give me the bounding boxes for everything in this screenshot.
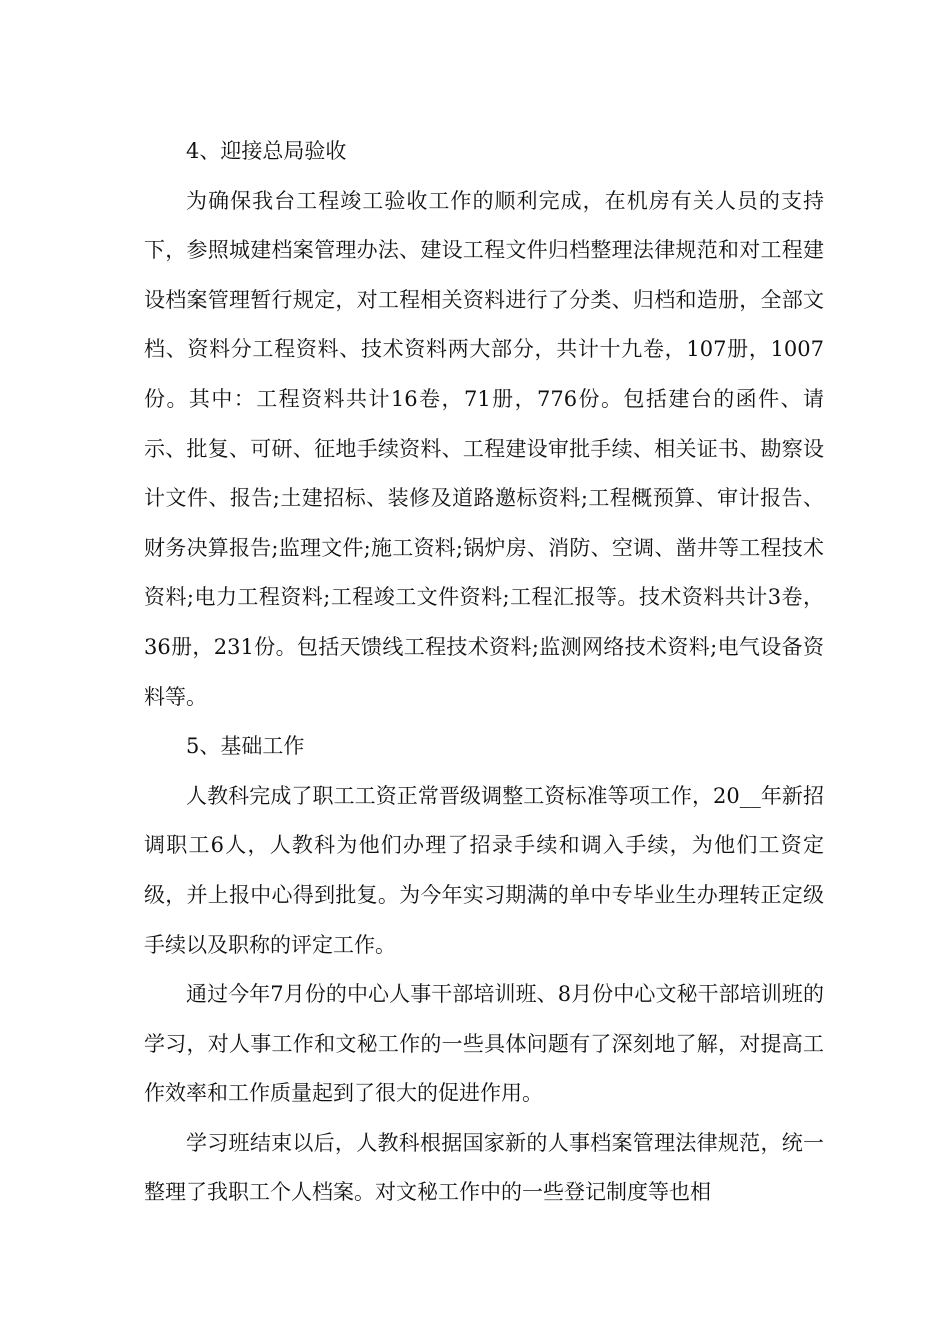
document-body [144,127,824,1218]
paragraph-training: 通过今年7月份的中心人事干部培训班、8月份中心文秘干部培训班的学习，对人事工作和文秘工作的一些具体问题有了深刻地了解，对提高工作效率和工作质量起到了很大的促进作用。 [144,982,824,1106]
section-heading-5: 5、基础工作 [186,734,305,759]
paragraph-personnel-work: 人教科完成了职工工资正常晋级调整工资标准等项工作，20__年新招调职工6人，人教科为他们办理了招录手续和调入手续，为他们工资定级，并上报中心得到批复。为今年实习期满的单中专毕业生办理转正定级手续以及职称的评定工作。 [144,783,824,957]
section-heading-4: 4、迎接总局验收 [186,139,347,163]
paragraph-archive-organizing: 学习班结束以后，人教科根据国家新的人事档案管理法律规范，统一整理了我职工个人档案。对文秘工作中的一些登记制度等也相 [144,1130,824,1205]
paragraph-archive-acceptance: 为确保我台工程竣工验收工作的顺利完成，在机房有关人员的支持下，参照城建档案管理办法、建设工程文件归档整理法律规范和对工程建设档案管理暂行规定，对工程相关资料进行了分类、归档和造册，全部文档、资料分工程资料、技术资料两大部分，共计十九卷，107册，1007份。其中：工程资料共计16卷，71册，776份。包括建台的函件、请示、批复、可研、征地手续资料、工程建设审批手续、相关证书、勘察设计文件、报告;土建招标、装修及道路邀标资料;工程概预算、审计报告、财务决算报告;监理文件;施工资料;锅炉房、消防、空调、凿井等工程技术资料;电力工程资料;工程竣工文件资料;工程汇报等。技术资料共计3卷，36册，231份。包括天馈线工程技术资料;监测网络技术资料;电气设备资料等。 [144,188,824,709]
